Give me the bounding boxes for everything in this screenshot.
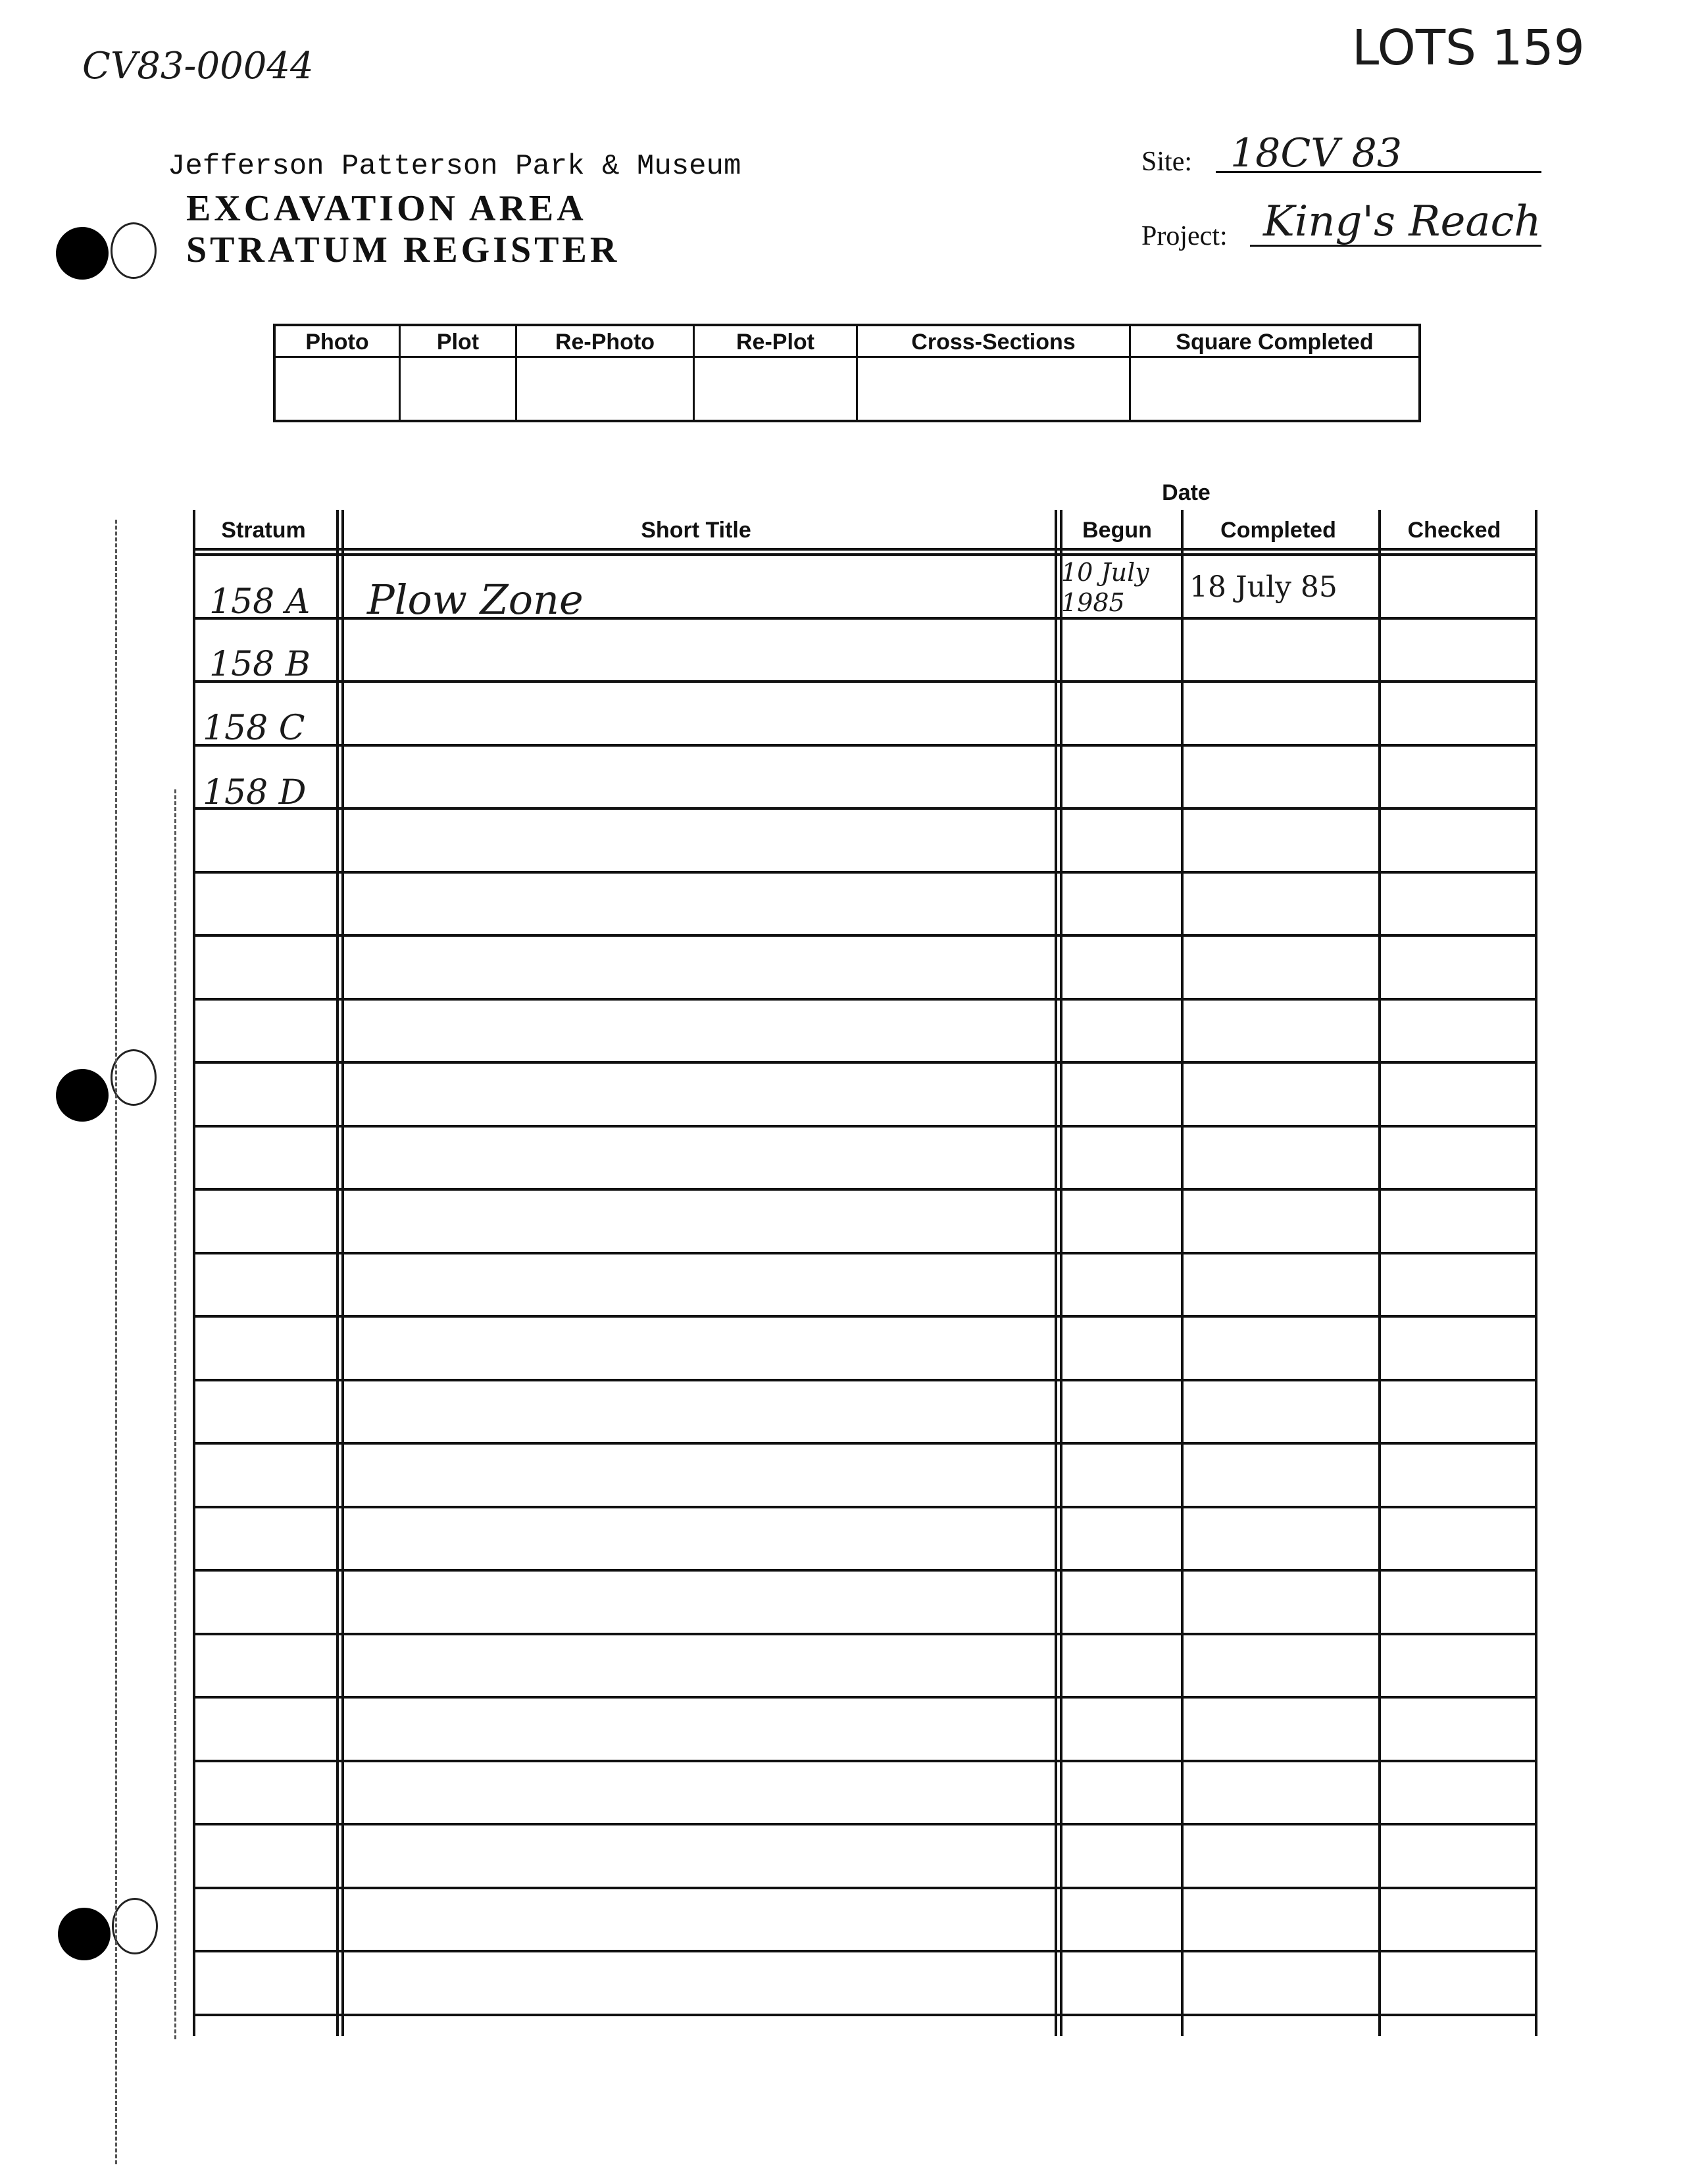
plot-header: Plot: [436, 330, 480, 355]
table-row-divider: [193, 871, 1535, 874]
row3-stratum: 158 C: [203, 708, 305, 748]
margin-perforation: [115, 520, 117, 2164]
table-row-divider: [193, 617, 1535, 620]
site-underline: [1216, 171, 1541, 173]
status-table: [273, 324, 1421, 422]
re-plot-cell[interactable]: [695, 326, 858, 420]
project-underline: [1250, 245, 1541, 247]
project-value: King's Reach: [1263, 197, 1541, 246]
form-title-line1: EXCAVATION AREA: [186, 188, 587, 229]
cross-sections-cell[interactable]: [858, 326, 1131, 420]
table-row-divider: [193, 1125, 1535, 1128]
row1-begun: 10 July 1985: [1061, 558, 1149, 617]
re-photo-header: Re-Photo: [555, 330, 655, 355]
table-row-divider: [193, 2014, 1535, 2016]
begun-header: Begun: [1082, 518, 1152, 543]
document-id: CV83-00044: [82, 45, 314, 87]
table-column-divider: [1378, 510, 1381, 2036]
table-row-divider: [193, 1442, 1535, 1445]
project-label: Project:: [1141, 221, 1228, 251]
table-row-divider: [193, 1760, 1535, 1762]
re-photo-cell[interactable]: [517, 326, 695, 420]
table-row-divider: [193, 1315, 1535, 1318]
punch-hole-bottom: [58, 1908, 111, 1960]
row1-completed: 18 July 85: [1189, 570, 1337, 604]
stratum-register-table: [193, 480, 1535, 2036]
short-title-header: Short Title: [641, 518, 751, 543]
row1-stratum: 158 A: [209, 582, 311, 622]
cross-sections-header: Cross-Sections: [911, 330, 1076, 355]
re-plot-header: Re-Plot: [736, 330, 814, 355]
row1-short-title: Plow Zone: [367, 576, 584, 624]
row4-stratum: 158 D: [203, 773, 307, 812]
header-divider: [193, 548, 1535, 551]
lots-number: LOTS 159: [1352, 20, 1585, 76]
row2-stratum: 158 B: [209, 645, 311, 684]
institution-name: Jefferson Patterson Park & Museum: [168, 150, 741, 183]
table-row-divider: [193, 1823, 1535, 1825]
stratum-header: Stratum: [221, 518, 306, 543]
table-row-divider: [193, 998, 1535, 1001]
table-row-divider: [193, 1061, 1535, 1064]
completed-header: Completed: [1220, 518, 1336, 543]
binder-ring-middle: [111, 1049, 157, 1106]
site-value: 18CV 83: [1230, 130, 1403, 176]
checked-header: Checked: [1407, 518, 1501, 543]
binder-ring-top: [111, 222, 157, 279]
table-row-divider: [193, 1887, 1535, 1889]
square-completed-header: Square Completed: [1176, 330, 1374, 355]
table-row-divider: [193, 1188, 1535, 1191]
binder-ring-bottom: [112, 1898, 158, 1954]
table-row-divider: [193, 744, 1535, 747]
table-row-divider: [193, 1696, 1535, 1699]
table-column-divider: [341, 510, 344, 2036]
table-row-divider: [193, 1950, 1535, 1952]
table-column-divider: [1535, 510, 1537, 2036]
table-row-divider: [193, 934, 1535, 937]
table-column-divider: [1055, 510, 1057, 2036]
table-column-divider: [1181, 510, 1184, 2036]
punch-hole-top: [56, 227, 109, 280]
square-completed-cell[interactable]: [1131, 326, 1418, 420]
table-column-divider: [336, 510, 339, 2036]
table-row-divider: [193, 1252, 1535, 1254]
table-row-divider: [193, 1506, 1535, 1508]
table-row-divider: [193, 1633, 1535, 1635]
table-column-divider: [1060, 510, 1062, 2036]
table-row-divider: [193, 680, 1535, 683]
table-column-divider: [193, 510, 195, 2036]
table-row-divider: [193, 1379, 1535, 1381]
form-title-line2: STRATUM REGISTER: [186, 230, 620, 270]
plot-cell[interactable]: [401, 326, 517, 420]
photo-cell[interactable]: [276, 326, 401, 420]
margin-perforation: [174, 789, 176, 2039]
table-row-divider: [193, 1569, 1535, 1572]
photo-header: Photo: [305, 330, 369, 355]
date-header: Date: [1162, 480, 1211, 505]
punch-hole-middle: [56, 1069, 109, 1122]
header-divider: [193, 553, 1535, 556]
site-label: Site:: [1141, 147, 1193, 177]
table-row-divider: [193, 807, 1535, 810]
